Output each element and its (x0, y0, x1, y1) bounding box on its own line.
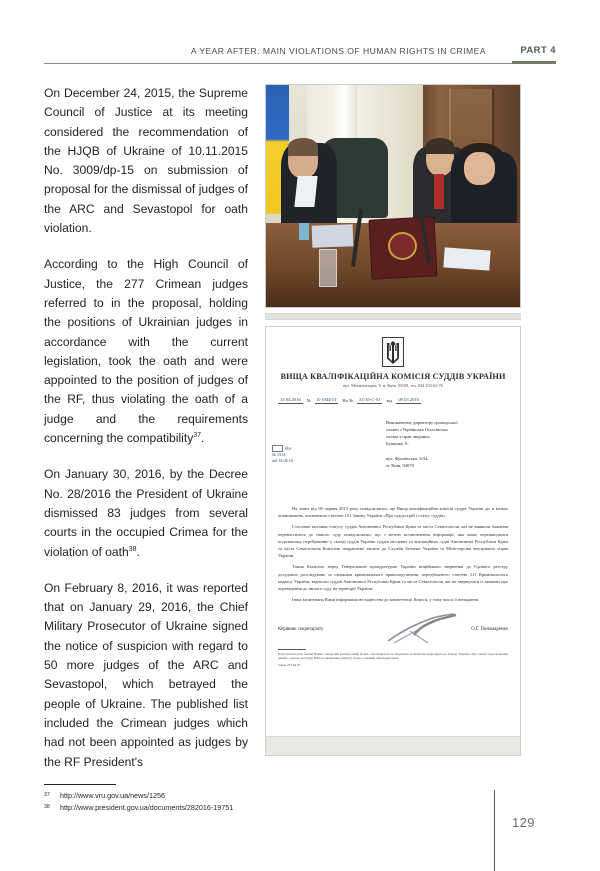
addressee-line-1: Виконавчому директору громадської (386, 420, 458, 425)
addressee-line-3: спілка з прав людини» (386, 434, 430, 439)
paragraph-4: On February 8, 2016, it was reported that on January 29, 2016, the Chief Military Prosecutor of Ukraine signed the notice of suspicion with regard to 50 more judges of the ARC and Sevastopol, which betrayed the people of Ukraine. The published list included the Crimean judges which had not been appointed as judges by the RF President's (44, 580, 248, 769)
letter-stamp-line2: № 1514 (272, 452, 286, 457)
footnote-37-url[interactable]: http://www.vru.gov.ua/news/1256 (60, 791, 165, 800)
body-text-column (44, 84, 248, 772)
letter-signature-row (278, 627, 508, 632)
letter-body-par-4: Інша запитувана Вами інформація не віднесена до компетенції Комісії, у тому числі її ненадання. (292, 597, 480, 603)
photo-water-glass (319, 249, 336, 287)
letter-reg-num: Б-1044/15 (317, 397, 337, 402)
letter-outgoing-stamp (272, 445, 334, 464)
addressee-name: Бущенку А. (386, 441, 409, 446)
letter-footer-rule (278, 649, 306, 650)
footnote-37-number: 37 (44, 792, 50, 798)
signatory-name: О.Г. Пономаренко (471, 627, 508, 632)
letter-body-par-3: Також Комісією перед Генеральною прокуратурою України ініційовано звернення до Єдиного реєстру досудових розслідувань за ознаками кримінального правопорушення, передбаченого статтею 111 Кримінального кодексу України, відносно суддів Автономної Республіки Крим та міста Севастополя, які не звернулися із заявами про переведення до іншого суду на території України. (278, 564, 508, 592)
header-rule (44, 63, 556, 64)
letter-reg-on-num: 51/16-С-01 (359, 397, 381, 402)
photo-documents-right (443, 248, 490, 271)
letter-reg-date: 15.04.2016 (280, 397, 301, 402)
stamp-box-icon (272, 445, 283, 452)
paragraph-2 (44, 255, 248, 448)
media-column (265, 84, 523, 756)
letter-footer-note: Персональні дані, надані Вами у паперовій (електронній) формі, обробляються та зберігаються Комісією відповідно до Закону України «Про захист персональних даних» з метою розгляду Вашого звернення (запиту) згідно з чинним законодавством. (278, 651, 508, 661)
letter-reg-from-date: 09.03.2016 (398, 397, 419, 402)
commission-meeting-photo (265, 84, 521, 308)
letter-body-par-2: Стосовно питання статусу суддів Автономної Республіки Крим та міста Севастополя, які не виявили бажання переміститися до іншого суду повідомляємо, що з метою встановлення інформації, яка може перешкоджати подальшому перебуванню у складі суддів України суддів місцевих та апеляційних судів Автономної Республіки Крим та міста Севастополя Комісією направлено запити до Служби безпеки України та Міністерства внутрішніх справ України. (278, 524, 508, 559)
photo-person-right-face (464, 152, 494, 185)
photo-person-left-shirt (295, 176, 319, 207)
paragraph-3 (44, 465, 248, 561)
page-header (44, 44, 556, 70)
paragraph-1: On December 24, 2015, the Supreme Council of Justice at its meeting considered the recommendation of the HJQB of Ukraine of 10.11.2015 No. 3009/dp-15 on submission of proposal for the dismissal of judges of the ARC and Sevastopol for oath violation. (44, 86, 248, 236)
paragraph-3-text: On January 30, 2016, by the Decree No. 28/2016 the President of Ukraine dismissed 83 judges from several courts in the occupied Crimea for the violation of oath (44, 467, 248, 559)
addressee-line-2: спілки «Українська Гельсінська (386, 427, 448, 432)
letter-footer-phone: Удова 233 64 07 (278, 662, 301, 667)
letter-reg-from-label: від (386, 398, 393, 403)
ukraine-trident-icon (278, 337, 508, 371)
footnote-38-number: 38 (44, 803, 50, 810)
letter-bottom-band (266, 736, 520, 755)
letter-registration-line (278, 392, 508, 404)
paragraph-2-text: According to the High Council of Justice, the 277 Crimean judges referred to in the proposal, holding the positions of Ukrainian judges in accordance with the current legislation, took the oath and were appointed to the position of judges of the RF, thus violating the oath of a judge and the requirements concerning the compatibility (44, 257, 248, 446)
page-number: 129 (512, 815, 535, 830)
footnote-37 (44, 790, 274, 802)
letter-body-par-1: На запит від 06 червня 2015 року повідомляємо, що Вища кваліфікаційна комісія суддів України діє в межах повноважень, визначених статтею 101 Закону України «Про судоустрій і статус суддів». (278, 506, 508, 519)
paragraph-2-period: . (201, 431, 205, 446)
letter-stamp-line3: від 15.04.16 (272, 458, 293, 463)
letter-org-address: вул. Механізаторів, 9, м. Київ, 03109, тел. 044 233-63-76 (343, 383, 443, 388)
part-label: PART 4 (520, 44, 556, 55)
addressee-street: вул. Фролівська, 3/34, (386, 456, 429, 461)
letter-footer-note-block (278, 649, 508, 667)
letter-reg-num-label: № (306, 398, 312, 403)
footnote-marker-37[interactable]: 37 (193, 432, 202, 440)
addressee-city: м. Київ, 04070 (386, 463, 414, 468)
official-letter-scan (265, 326, 521, 756)
footnotes-block (44, 784, 274, 813)
photo-person-left-hair (288, 138, 318, 156)
photo-person-center-hair (426, 138, 454, 154)
footnote-38 (44, 802, 274, 814)
footnote-marker-38[interactable]: 38 (128, 545, 137, 553)
signatory-position: Керівник секретаріату (278, 627, 324, 632)
letter-stamp-line1: Вих. (272, 445, 334, 452)
header-rule-accent (512, 61, 556, 64)
letter-organization-name: ВИЩА КВАЛІФІКАЦІЙНА КОМІСІЯ СУДДІВ УКРАЇНИ (280, 372, 506, 381)
photo-bottle (299, 223, 309, 241)
photo-person-center-tie (434, 174, 444, 210)
paragraph-3-period: . (136, 544, 140, 559)
photo-folder-seal (388, 232, 417, 260)
letter-addressee-block (386, 419, 508, 469)
media-separator-band (265, 313, 521, 320)
running-header-title: A YEAR AFTER: MAIN VIOLATIONS OF HUMAN RIGHTS IN CRIMEA (190, 46, 486, 56)
page-number-rule (494, 790, 495, 871)
footnote-separator (44, 784, 116, 785)
letter-head-block (278, 337, 508, 404)
footnote-38-url[interactable]: http://www.president.gov.ua/documents/282016-19751 (60, 802, 234, 812)
letter-reg-on-label: На № (342, 398, 354, 403)
letter-body (278, 505, 508, 607)
photo-documents-left (311, 224, 352, 248)
